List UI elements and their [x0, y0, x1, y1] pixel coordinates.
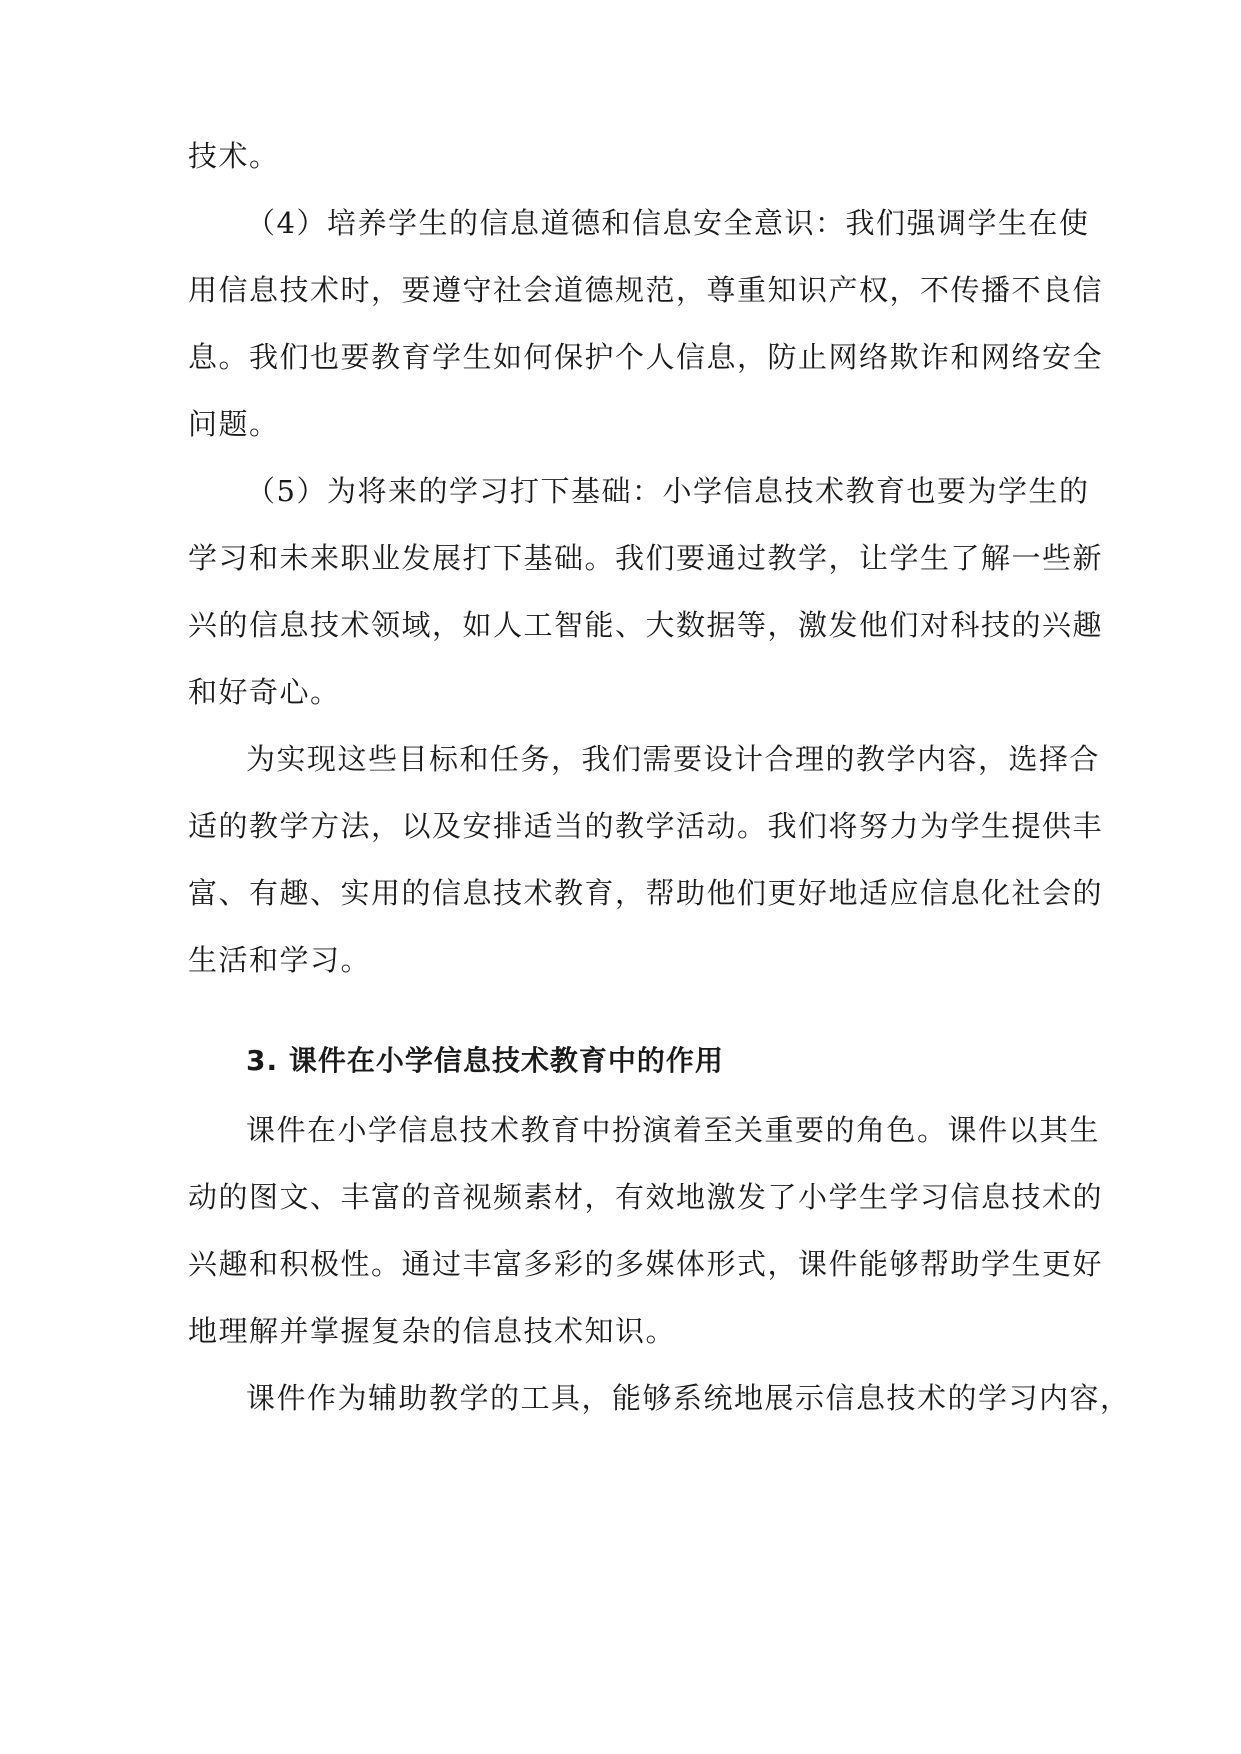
- paragraph-line: 为实现这些目标和任务，我们需要设计合理的教学内容，选择合: [246, 742, 1101, 776]
- paragraph-line: 课件作为辅助教学的工具，能够系统地展示信息技术的学习内容，: [246, 1381, 1131, 1415]
- paragraph-line: 和好奇心。: [188, 675, 341, 709]
- paragraph-line: 兴的信息技术领域，如人工智能、大数据等，激发他们对科技的兴趣: [188, 608, 1104, 642]
- section-heading: 3. 课件在小学信息技术教育中的作用: [246, 1044, 724, 1077]
- paragraph-line: 问题。: [188, 407, 280, 441]
- paragraph-line: 兴趣和积极性。通过丰富多彩的多媒体形式，课件能够帮助学生更好: [188, 1247, 1104, 1281]
- paragraph-line: 地理解并掌握复杂的信息技术知识。: [188, 1314, 677, 1348]
- paragraph-line: 用信息技术时，要遵守社会道德规范，尊重知识产权，不传播不良信: [188, 273, 1104, 307]
- paragraph-line: 生活和学习。: [188, 943, 372, 977]
- paragraph-line: （4）培养学生的信息道德和信息安全意识：我们强调学生在使: [246, 206, 1090, 240]
- paragraph-line: 富、有趣、实用的信息技术教育，帮助他们更好地适应信息化社会的: [188, 876, 1104, 910]
- paragraph-line: 学习和未来职业发展打下基础。我们要通过教学，让学生了解一些新: [188, 541, 1104, 575]
- paragraph-line: 动的图文、丰富的音视频素材，有效地激发了小学生学习信息技术的: [188, 1180, 1104, 1214]
- paragraph-line: 适的教学方法，以及安排适当的教学活动。我们将努力为学生提供丰: [188, 809, 1104, 843]
- paragraph-line: 课件在小学信息技术教育中扮演着至关重要的角色。课件以其生: [246, 1113, 1101, 1147]
- paragraph-line: （5）为将来的学习打下基础：小学信息技术教育也要为学生的: [246, 474, 1090, 508]
- paragraph-line: 技术。: [188, 139, 280, 173]
- paragraph-line: 息。我们也要教育学生如何保护个人信息，防止网络欺诈和网络安全: [188, 340, 1104, 374]
